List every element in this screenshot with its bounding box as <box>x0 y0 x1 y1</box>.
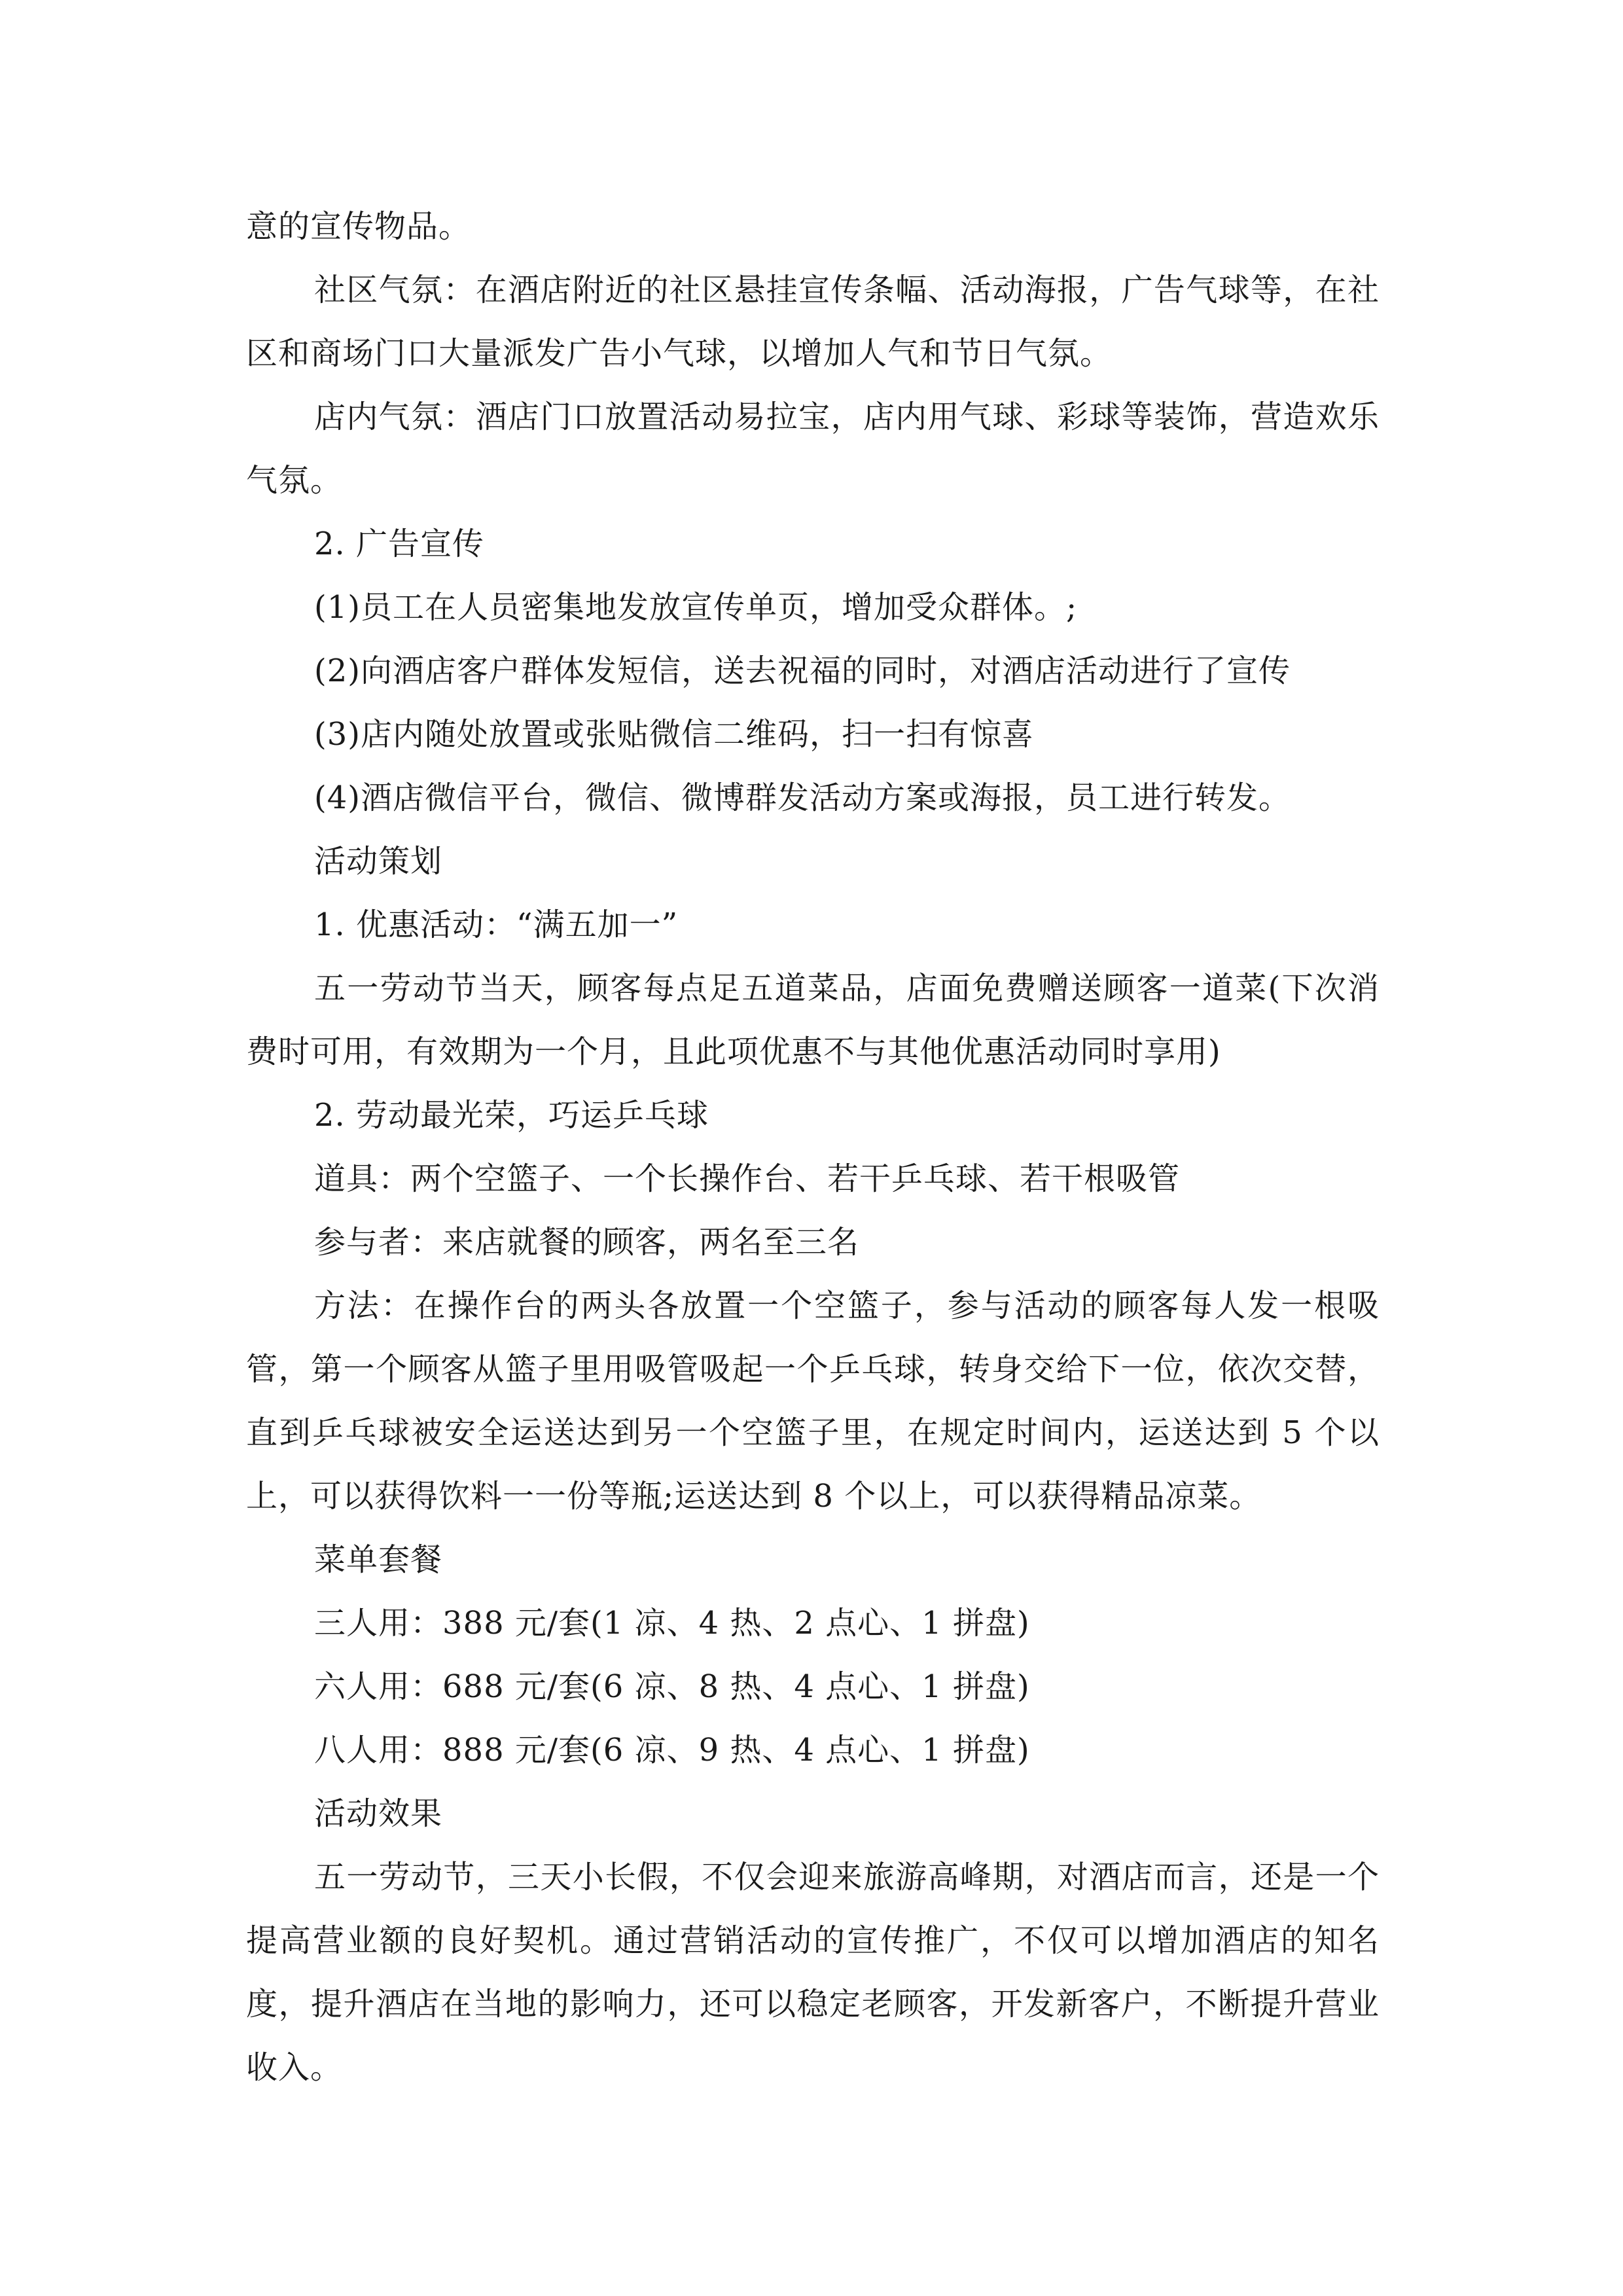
menu-package-eight: 八人用：888 元/套(6 凉、9 热、4 点心、1 拼盘) <box>314 1732 1030 1768</box>
heading-discount-activity: 1. 优惠活动：“满五加一” <box>314 906 679 943</box>
paragraph-effect-details: 五一劳动节，三天小长假，不仅会迎来旅游高峰期，对酒店而言，还是一个提高营业额的良好契机。通过营销活动的宣传推广，不仅可以增加酒店的知名度，提升酒店在当地的影响力，还可以稳定老顾客，开发新客户，不断提升营业收入。 <box>246 1859 1380 2086</box>
heading-activity-effect: 活动效果 <box>314 1795 443 1832</box>
paragraph-continuation: 意的宣传物品。 <box>246 208 471 245</box>
heading-menu-packages: 菜单套餐 <box>314 1541 443 1578</box>
list-item-ad-3: (3)店内随处放置或张贴微信二维码，扫一扫有惊喜 <box>314 716 1034 753</box>
paragraph-method: 方法：在操作台的两头各放置一个空篮子，参与活动的顾客每人发一根吸管，第一个顾客从篮子里用吸管吸起一个乒乓球，转身交给下一位，依次交替，直到乒乓球被安全运送达到另一个空篮子里，在规定时间内，运送达到 5 个以上，可以获得饮料一一份等瓶;运送达到 8 个以上，可以获得精品凉菜。 <box>246 1287 1380 1515</box>
list-item-ad-2: (2)向酒店客户群体发短信，送去祝福的同时，对酒店活动进行了宣传 <box>314 653 1291 689</box>
heading-pingpong-game: 2. 劳动最光荣，巧运乒乓球 <box>314 1097 709 1134</box>
list-item-ad-4: (4)酒店微信平台，微信、微博群发活动方案或海报，员工进行转发。 <box>314 780 1291 816</box>
paragraph-props: 道具：两个空篮子、一个长操作台、若干乒乓球、若干根吸管 <box>314 1160 1181 1197</box>
heading-advertising: 2. 广告宣传 <box>314 526 485 562</box>
list-item-ad-1: (1)员工在人员密集地发放宣传单页，增加受众群体。; <box>314 589 1078 626</box>
menu-package-three: 三人用：388 元/套(1 凉、4 热、2 点心、1 拼盘) <box>314 1605 1030 1641</box>
paragraph-store-atmosphere: 店内气氛：酒店门口放置活动易拉宝，店内用气球、彩球等装饰，营造欢乐气氛。 <box>246 399 1380 499</box>
document-body <box>246 195 1380 2100</box>
heading-activity-planning: 活动策划 <box>314 843 443 880</box>
paragraph-participants: 参与者：来店就餐的顾客，两名至三名 <box>314 1224 860 1261</box>
paragraph-community-atmosphere: 社区气氛：在酒店附近的社区悬挂宣传条幅、活动海报，广告气球等，在社区和商场门口大量派发广告小气球，以增加人气和节日气氛。 <box>246 272 1380 372</box>
menu-package-six: 六人用：688 元/套(6 凉、8 热、4 点心、1 拼盘) <box>314 1668 1030 1705</box>
paragraph-discount-details: 五一劳动节当天，顾客每点足五道菜品，店面免费赠送顾客一道菜(下次消费时可用，有效期为一个月，且此项优惠不与其他优惠活动同时享用) <box>246 970 1380 1070</box>
